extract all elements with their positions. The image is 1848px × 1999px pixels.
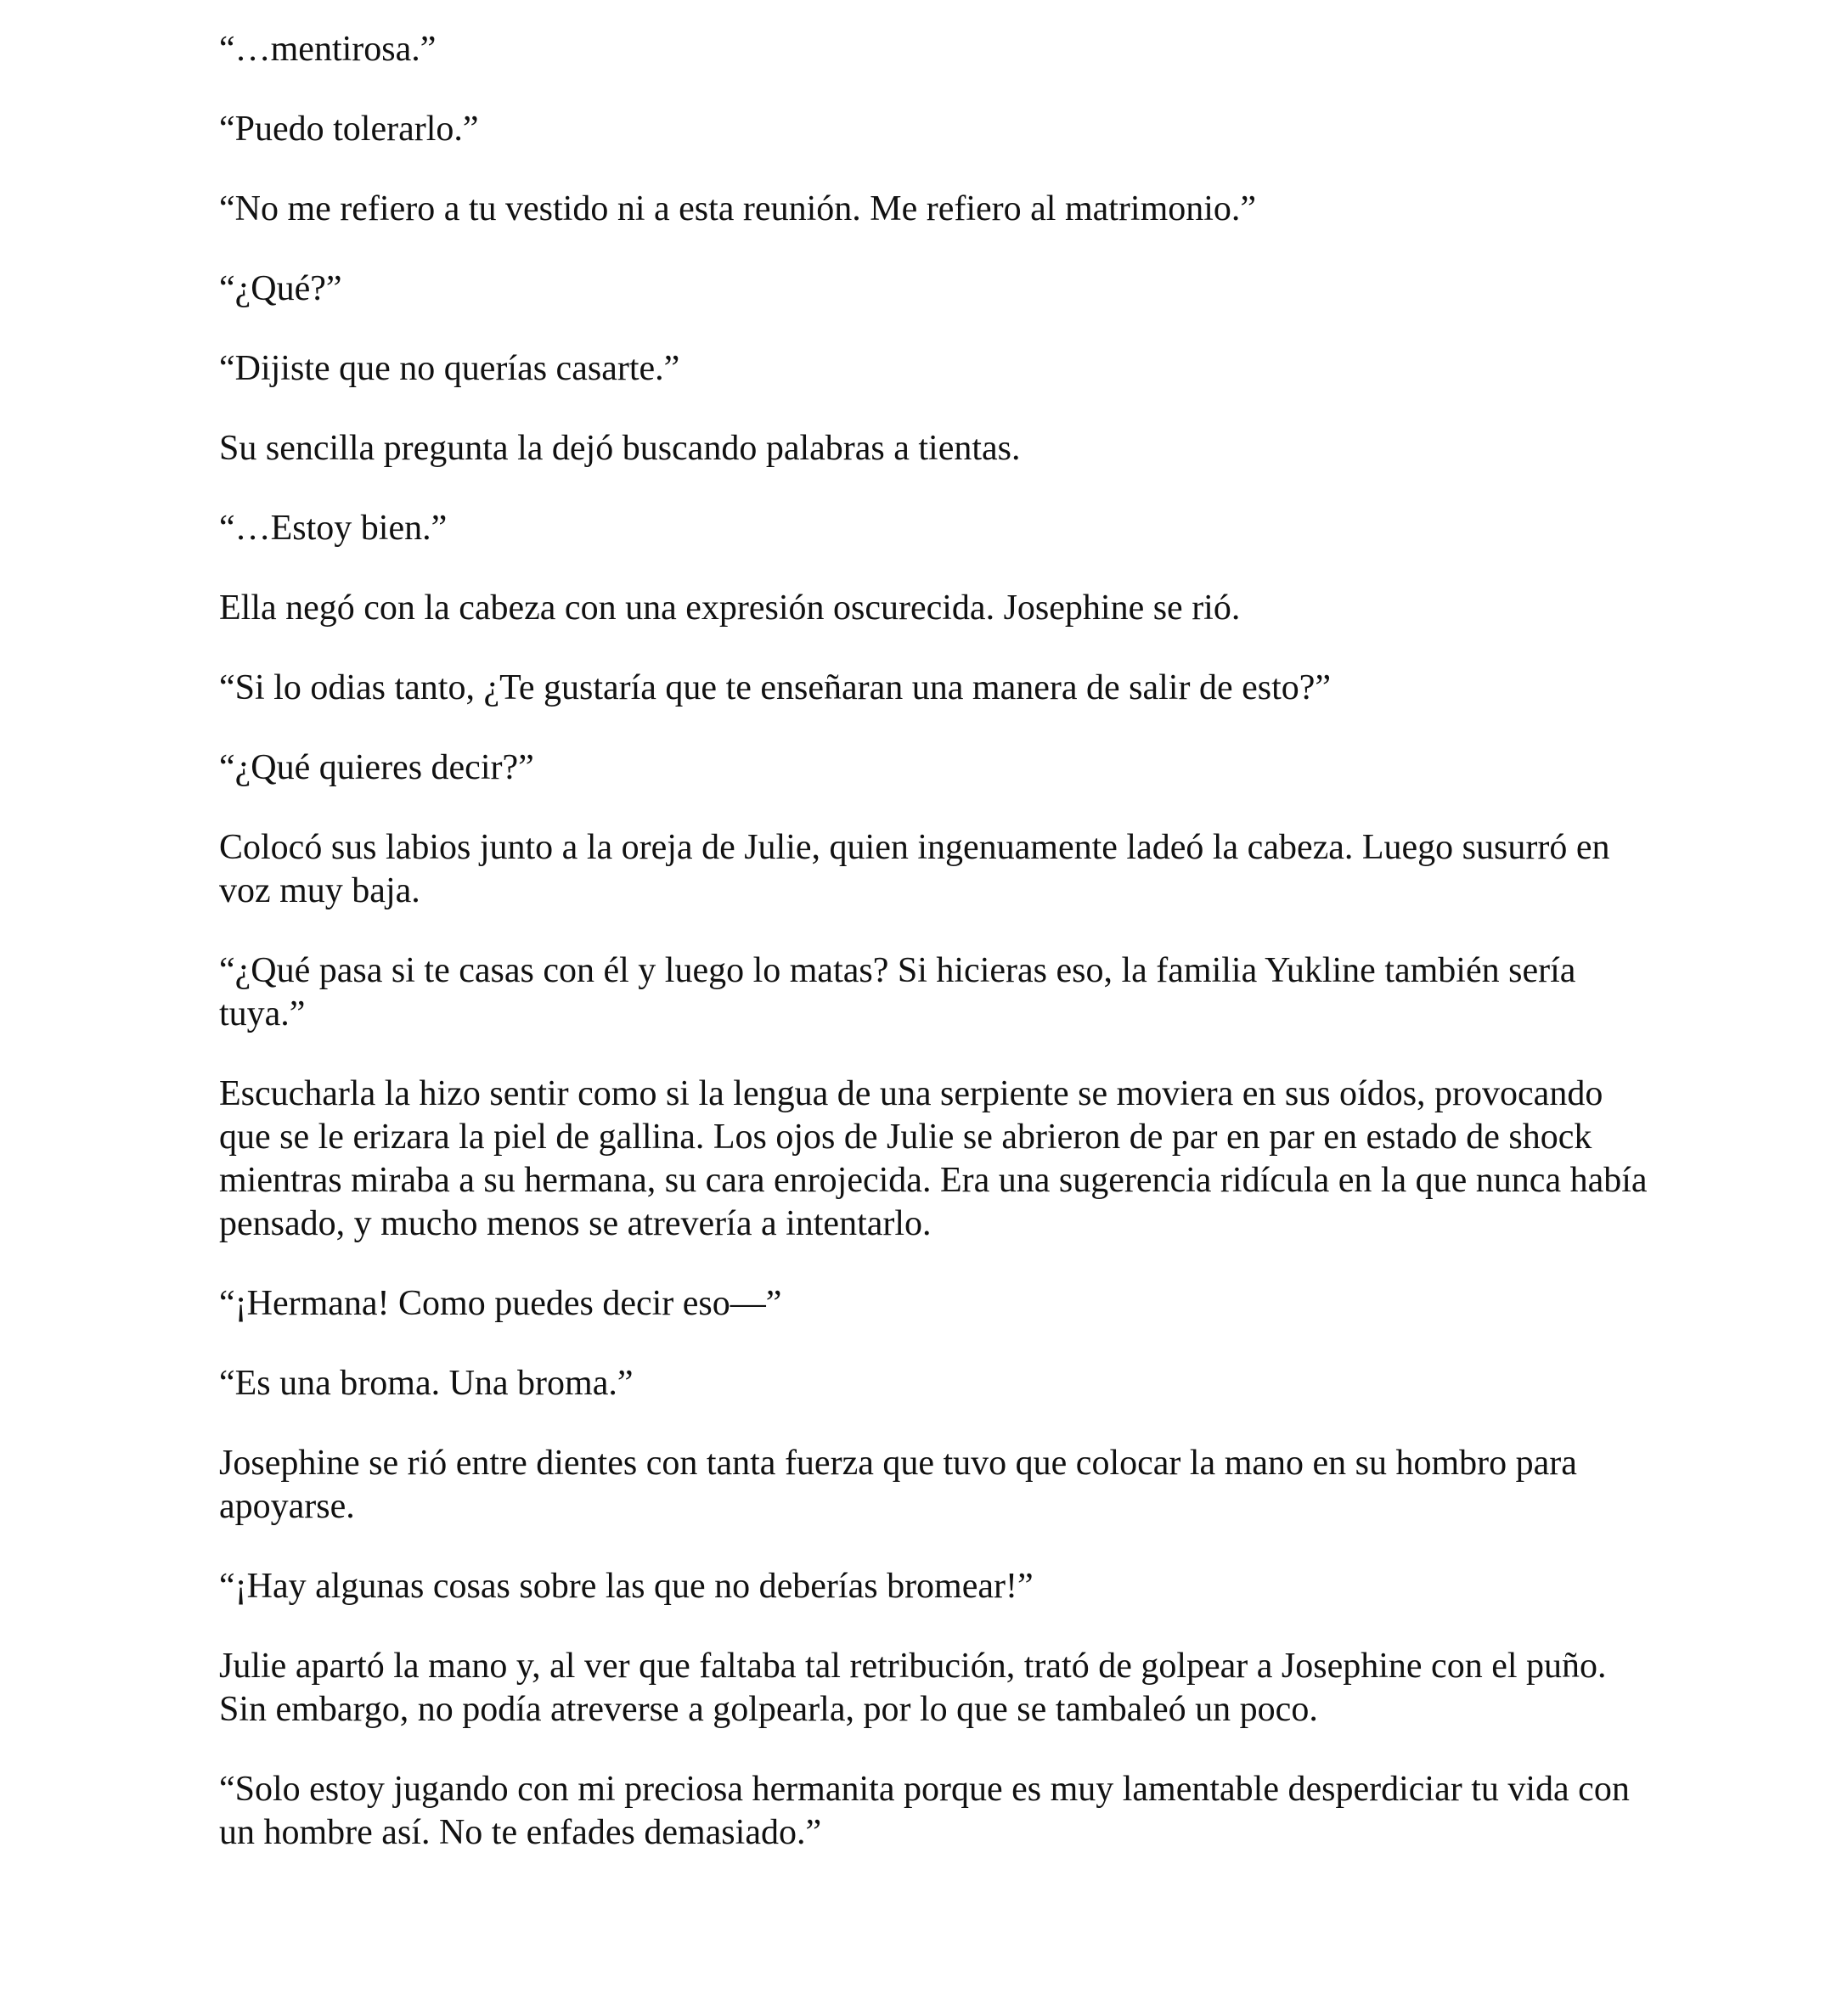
document-page bbox=[219, 28, 1663, 1891]
paragraph-15: “Es una broma. Una broma.” bbox=[219, 1364, 634, 1403]
paragraph-9: “Si lo odias tanto, ¿Te gustaría que te enseñaran una manera de salir de esto?” bbox=[219, 668, 1332, 707]
paragraph-4: “¿Qué?” bbox=[219, 269, 342, 308]
paragraph-13: Escucharla la hizo sentir como si la lengua de una serpiente se moviera en sus oídos, provocando que se le erizara la piel de gallina. Los ojos de Julie se abrieron de par en par en estado de shock mientras miraba a su hermana, su cara enrojecida. Era una sugerencia ridícula en la que nunca había pensado, y mucho menos se atrevería a intentarlo. bbox=[219, 1074, 1648, 1243]
paragraph-19: “Solo estoy jugando con mi preciosa hermanita porque es muy lamentable desperdiciar tu vida con un hombre así. No te enfades demasiado.” bbox=[219, 1770, 1630, 1852]
paragraph-5: “Dijiste que no querías casarte.” bbox=[219, 349, 680, 388]
paragraph-16: Josephine se rió entre dientes con tanta fuerza que tuvo que colocar la mano en su hombro para apoyarse. bbox=[219, 1444, 1577, 1526]
paragraph-10: “¿Qué quieres decir?” bbox=[219, 748, 534, 787]
paragraph-8: Ella negó con la cabeza con una expresión oscurecida. Josephine se rió. bbox=[219, 588, 1241, 628]
paragraph-1: “…mentirosa.” bbox=[219, 30, 437, 69]
paragraph-17: “¡Hay algunas cosas sobre las que no deberías bromear!” bbox=[219, 1567, 1034, 1606]
paragraph-2: “Puedo tolerarlo.” bbox=[219, 110, 479, 149]
paragraph-6: Su sencilla pregunta la dejó buscando palabras a tientas. bbox=[219, 429, 1021, 468]
paragraph-3: “No me refiero a tu vestido ni a esta reunión. Me refiero al matrimonio.” bbox=[219, 189, 1257, 228]
paragraph-12: “¿Qué pasa si te casas con él y luego lo matas? Si hicieras eso, la familia Yukline también sería tuya.” bbox=[219, 951, 1576, 1033]
paragraph-11: Colocó sus labios junto a la oreja de Julie, quien ingenuamente ladeó la cabeza. Luego susurró en voz muy baja. bbox=[219, 828, 1610, 910]
paragraph-7: “…Estoy bien.” bbox=[219, 509, 448, 548]
paragraph-18: Julie apartó la mano y, al ver que faltaba tal retribución, trató de golpear a Josephine con el puño. Sin embargo, no podía atreverse a golpearla, por lo que se tambaleó un poco. bbox=[219, 1647, 1607, 1729]
paragraph-14: “¡Hermana! Como puedes decir eso—” bbox=[219, 1284, 782, 1323]
